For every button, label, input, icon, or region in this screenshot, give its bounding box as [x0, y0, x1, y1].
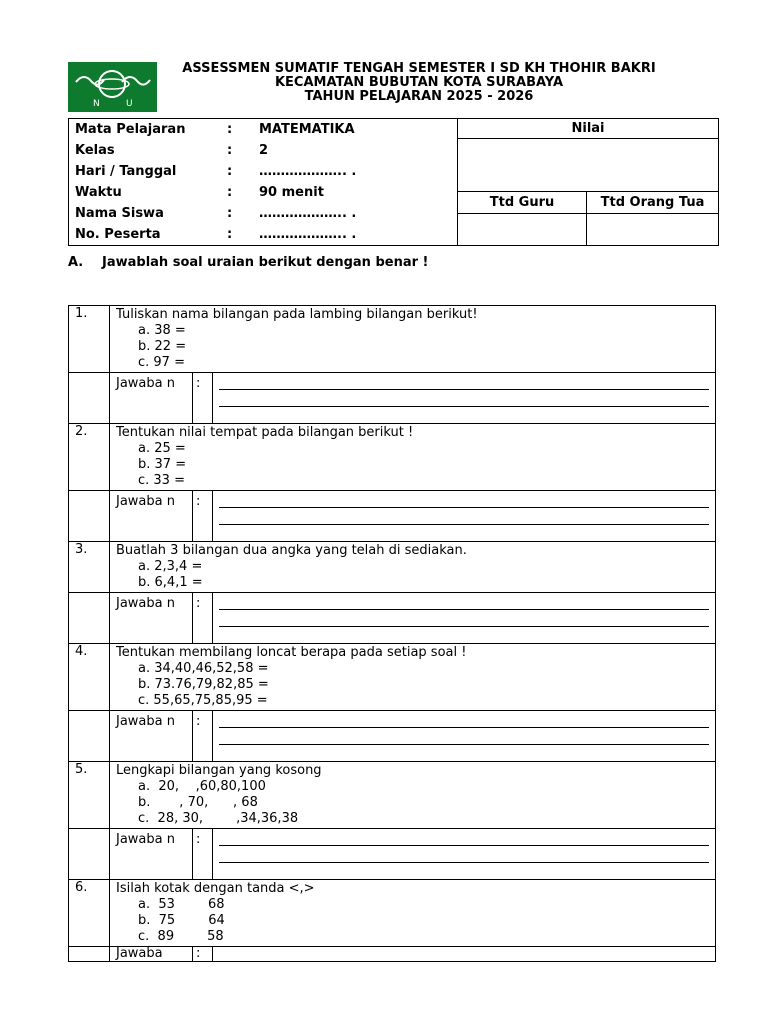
nu-logo: [68, 62, 157, 112]
question-row: [69, 542, 716, 593]
question-number: 4.: [69, 644, 110, 711]
answer-label: Jawaba n: [110, 593, 193, 644]
option: b. 22 =: [138, 339, 187, 354]
option: c. 55,65,75,85,95 =: [138, 693, 268, 708]
option: c. 28, 30, ,34,36,38: [138, 811, 299, 826]
answer-lines[interactable]: [213, 829, 716, 880]
answer-row: [69, 373, 716, 424]
question-row: [69, 880, 716, 947]
label-hari-tanggal: Hari / Tanggal: [75, 164, 177, 179]
header-line-3: TAHUN PELAJARAN 2025 - 2026: [304, 89, 534, 104]
option: a. 34,40,46,52,58 =: [138, 661, 269, 676]
sep: :: [227, 122, 233, 137]
option: c. 97 =: [138, 355, 185, 370]
question-text: Tuliskan nama bilangan pada lambing bilangan berikut!: [116, 307, 478, 322]
question-text: Tentukan nilai tempat pada bilangan berikut !: [116, 425, 414, 440]
question-number: 1.: [69, 306, 110, 373]
answer-label: Jawaba n: [110, 491, 193, 542]
answer-colon: :: [193, 593, 213, 644]
label-no-peserta: No. Peserta: [75, 227, 161, 242]
value-kelas: 2: [259, 143, 269, 158]
question-number: 5.: [69, 762, 110, 829]
answer-colon: :: [193, 491, 213, 542]
sep: :: [227, 164, 233, 179]
section-number: A.: [68, 255, 84, 270]
section-a-heading: [68, 255, 428, 270]
svg-text:U: U: [126, 99, 133, 109]
option: b. 6,4,1 =: [138, 575, 203, 590]
value-mata-pelajaran: MATEMATIKA: [259, 122, 355, 137]
value-waktu: 90 menit: [259, 185, 324, 200]
sep: :: [227, 143, 233, 158]
label-waktu: Waktu: [75, 185, 122, 200]
identity-box: [69, 119, 458, 246]
sep: :: [227, 206, 233, 221]
answer-row: [69, 491, 716, 542]
section-title: Jawablah soal uraian berikut dengan benar !: [102, 255, 429, 270]
label-kelas: Kelas: [75, 143, 115, 158]
document-header: [160, 62, 678, 104]
question-row: [69, 424, 716, 491]
answer-row: [69, 947, 716, 962]
nilai-box: [458, 139, 719, 192]
label-nama-siswa: Nama Siswa: [75, 206, 164, 221]
option: c. 33 =: [138, 473, 185, 488]
answer-colon: :: [193, 373, 213, 424]
header-line-2: KECAMATAN BUBUTAN KOTA SURABAYA: [274, 75, 564, 90]
option: a. 2,3,4 =: [138, 559, 203, 574]
answer-colon: :: [193, 829, 213, 880]
ttd-ortu-box: [587, 214, 719, 246]
ttd-ortu-header: Ttd Orang Tua: [587, 192, 719, 214]
sep: :: [227, 227, 233, 242]
identity-table: [68, 118, 719, 246]
sep: :: [227, 185, 233, 200]
option: b. , 70, , 68: [138, 795, 258, 810]
ttd-guru-header: Ttd Guru: [458, 192, 587, 214]
ttd-guru-box: [458, 214, 587, 246]
value-no-peserta: ……………….. .: [259, 227, 357, 242]
answer-lines[interactable]: [213, 593, 716, 644]
option: b. 73.76,79,82,85 =: [138, 677, 269, 692]
answer-label: Jawaba: [110, 947, 193, 962]
answer-lines[interactable]: [213, 711, 716, 762]
answer-label: Jawaba n: [110, 829, 193, 880]
option: c. 89 58: [138, 929, 224, 944]
question-text: Lengkapi bilangan yang kosong: [116, 763, 322, 778]
value-nama-siswa: ……………….. .: [259, 206, 357, 221]
answer-colon: :: [193, 711, 213, 762]
answer-lines[interactable]: [213, 373, 716, 424]
answer-row: [69, 593, 716, 644]
option: a. 20, ,60,80,100: [138, 779, 266, 794]
label-mata-pelajaran: Mata Pelajaran: [75, 122, 186, 137]
questions-table: [68, 305, 716, 962]
option: b. 37 =: [138, 457, 187, 472]
svg-text:N: N: [93, 99, 100, 109]
option: a. 53 68: [138, 897, 225, 912]
answer-lines[interactable]: [213, 947, 716, 962]
question-number: 6.: [69, 880, 110, 947]
question-text: Isilah kotak dengan tanda <,>: [116, 881, 315, 896]
answer-label: Jawaba n: [110, 373, 193, 424]
header-line-1: ASSESSMEN SUMATIF TENGAH SEMESTER I SD KH THOHIR BAKRI: [182, 61, 656, 76]
answer-row: [69, 711, 716, 762]
option: b. 75 64: [138, 913, 225, 928]
option: a. 38 =: [138, 323, 186, 338]
question-row: [69, 306, 716, 373]
question-row: [69, 762, 716, 829]
answer-lines[interactable]: [213, 491, 716, 542]
question-row: [69, 644, 716, 711]
value-hari-tanggal: ……………….. .: [259, 164, 357, 179]
question-text: Tentukan membilang loncat berapa pada setiap soal !: [116, 645, 467, 660]
answer-row: [69, 829, 716, 880]
option: a. 25 =: [138, 441, 186, 456]
answer-label: Jawaba n: [110, 711, 193, 762]
question-text: Buatlah 3 bilangan dua angka yang telah di sediakan.: [116, 543, 467, 558]
nu-emblem-icon: [68, 62, 157, 112]
answer-colon: :: [193, 947, 213, 962]
question-number: 3.: [69, 542, 110, 593]
question-number: 2.: [69, 424, 110, 491]
nilai-header: Nilai: [458, 119, 719, 139]
